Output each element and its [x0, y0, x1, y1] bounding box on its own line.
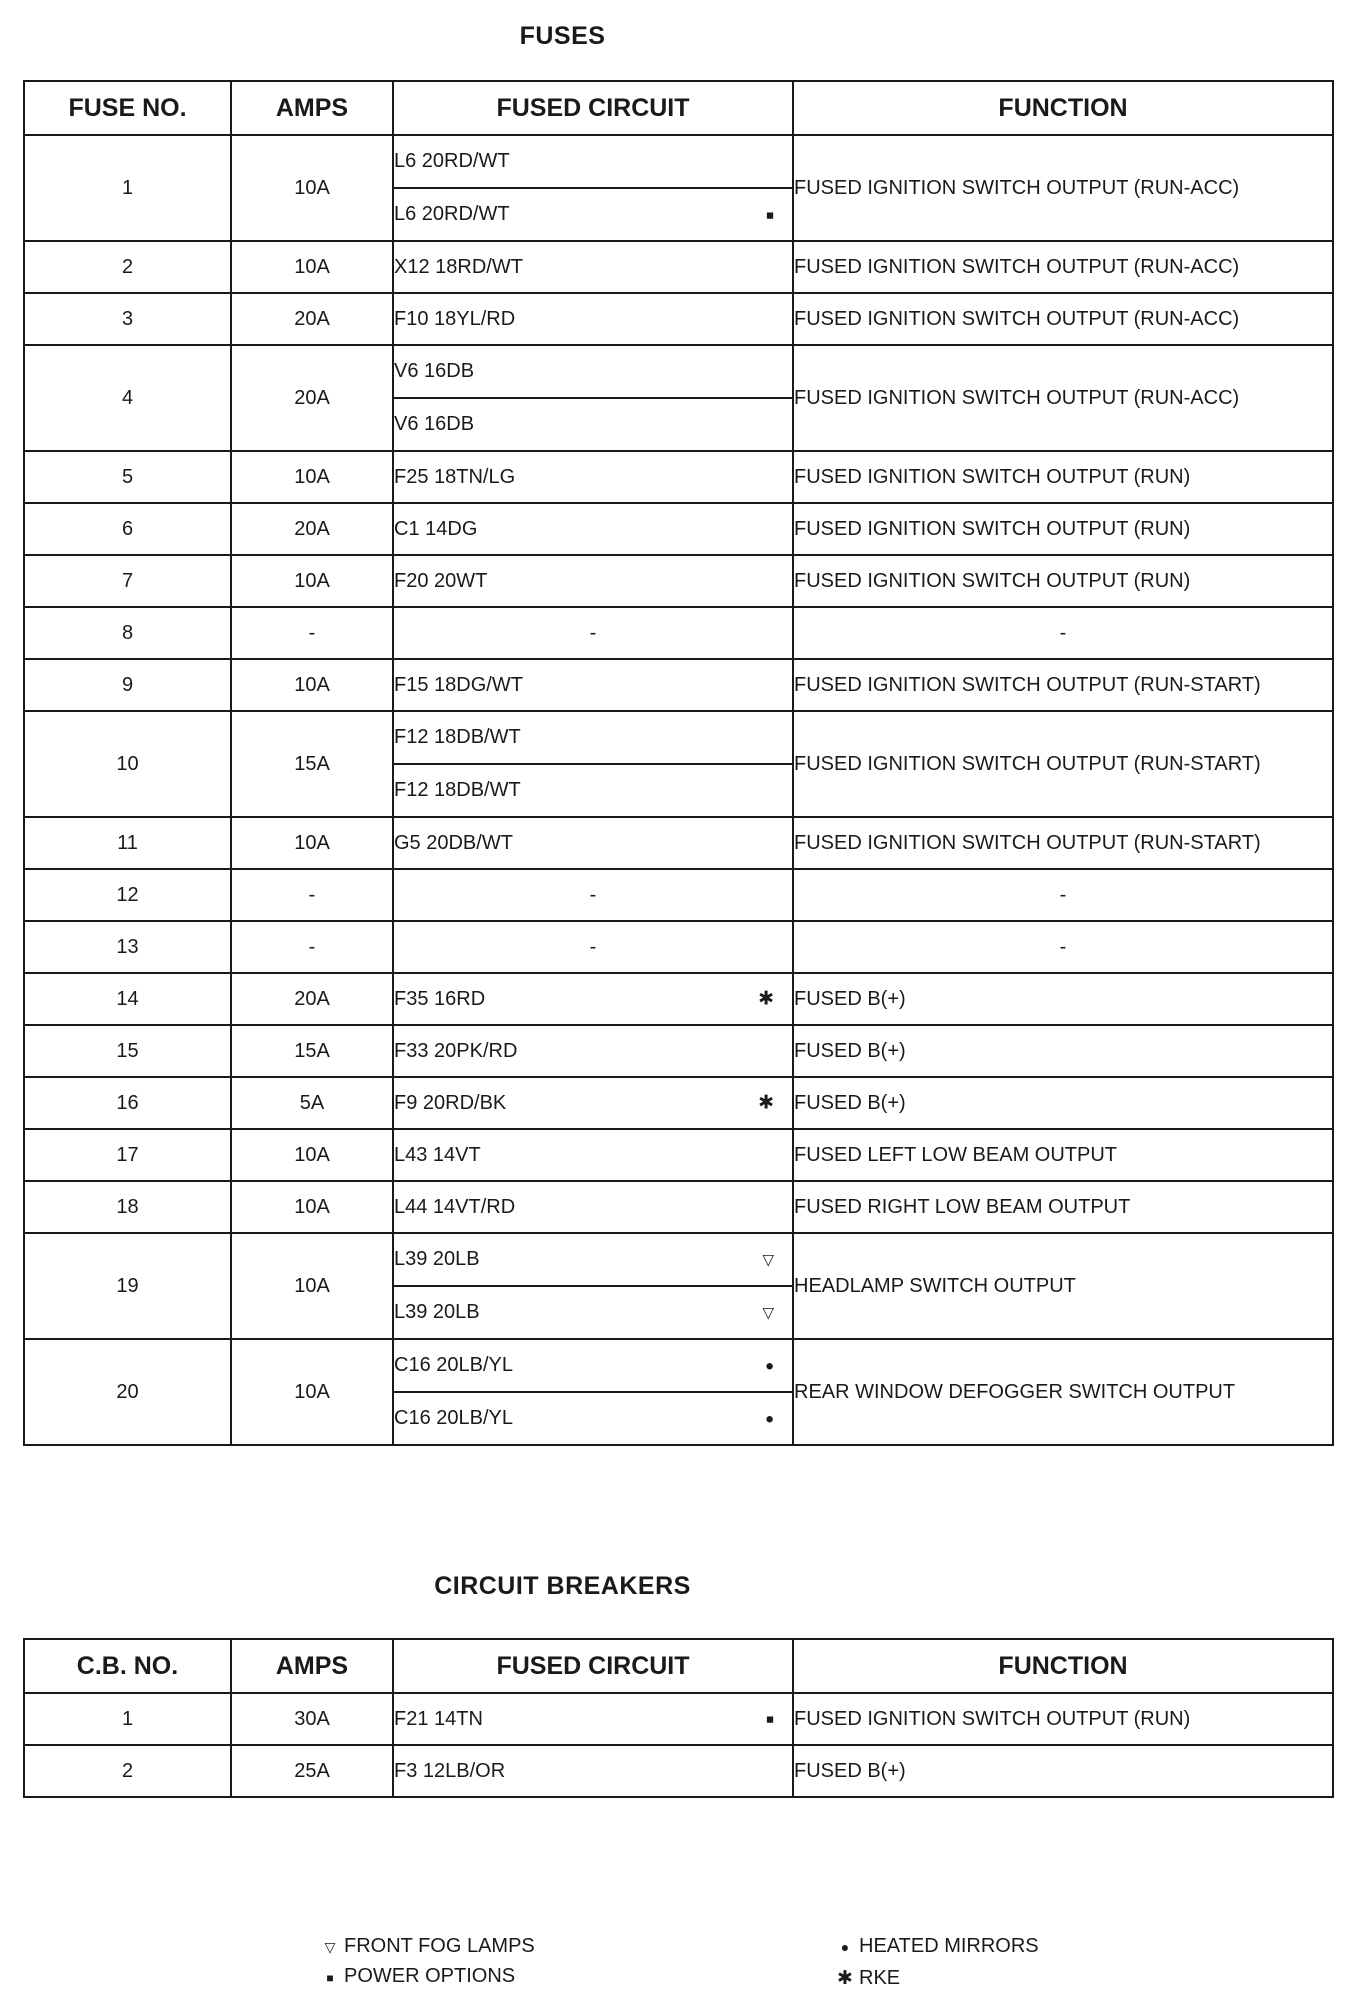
row-function: HEADLAMP SWITCH OUTPUT: [793, 1233, 1333, 1339]
circuit-code: -: [589, 621, 597, 644]
circuit-breakers-body: [24, 1693, 1333, 1797]
circuit-code: F9 20RD/BK: [394, 1091, 507, 1114]
table-row: [24, 711, 1333, 764]
circuit-code: F3 12LB/OR: [394, 1759, 506, 1782]
row-number: 1: [24, 1693, 231, 1745]
row-number: 16: [24, 1077, 231, 1129]
row-amps: 15A: [231, 1025, 393, 1077]
fuses-header-row: [24, 81, 1333, 135]
fused-circuit-cell: [393, 398, 793, 451]
fused-circuit-cell: [393, 241, 793, 293]
circuit-code: L44 14VT/RD: [394, 1195, 516, 1218]
fused-circuit-cell: [393, 1745, 793, 1797]
row-function: -: [793, 921, 1333, 973]
row-amps: 10A: [231, 659, 393, 711]
star-icon: ✱: [758, 988, 774, 1010]
row-function: FUSED RIGHT LOW BEAM OUTPUT: [793, 1181, 1333, 1233]
circuit-code: C1 14DG: [394, 517, 478, 540]
row-number: 2: [24, 1745, 231, 1797]
table-row: [24, 135, 1333, 188]
row-amps: 30A: [231, 1693, 393, 1745]
row-function: -: [793, 607, 1333, 659]
table-row: [24, 869, 1333, 921]
row-number: 6: [24, 503, 231, 555]
row-function: FUSED LEFT LOW BEAM OUTPUT: [793, 1129, 1333, 1181]
fused-circuit-cell: [393, 1693, 793, 1745]
fused-circuit-cell: [393, 869, 793, 921]
fused-circuit-cell: [393, 607, 793, 659]
circuit-code: X12 18RD/WT: [394, 255, 523, 278]
legend-label: RKE: [859, 1967, 901, 1989]
row-function: FUSED B(+): [793, 973, 1333, 1025]
dot-icon: ●: [840, 1939, 850, 1955]
row-number: 3: [24, 293, 231, 345]
circuit-code: L39 20LB: [394, 1248, 480, 1270]
table-row: [24, 659, 1333, 711]
legend-rke: [835, 1967, 900, 1990]
row-function: FUSED IGNITION SWITCH OUTPUT (RUN-ACC): [793, 135, 1333, 241]
row-function: FUSED IGNITION SWITCH OUTPUT (RUN): [793, 555, 1333, 607]
header-fuse-no: FUSE NO.: [24, 81, 231, 135]
row-amps: 10A: [231, 1181, 393, 1233]
row-function: FUSED IGNITION SWITCH OUTPUT (RUN): [793, 1693, 1333, 1745]
fused-circuit-cell: [393, 188, 793, 241]
table-row: [24, 1693, 1333, 1745]
circuit-code: F10 18YL/RD: [394, 307, 516, 330]
triangle-icon: ▽: [324, 1939, 336, 1955]
row-amps: 10A: [231, 817, 393, 869]
legend-front-fog-lamps: [320, 1935, 535, 1958]
fused-circuit-cell: [393, 921, 793, 973]
fuses-title: FUSES: [519, 22, 606, 50]
dot-icon: ●: [764, 1410, 774, 1427]
circuit-breakers-title: CIRCUIT BREAKERS: [434, 1572, 691, 1600]
row-amps: 10A: [231, 1233, 393, 1339]
table-row: [24, 241, 1333, 293]
row-number: 15: [24, 1025, 231, 1077]
circuit-code: V6 16DB: [394, 360, 475, 382]
circuit-code: V6 16DB: [394, 413, 475, 435]
header-function: FUNCTION: [793, 1639, 1333, 1693]
triangle-icon: ▽: [762, 1304, 774, 1321]
star-icon: ✱: [837, 1968, 853, 1989]
table-row: [24, 921, 1333, 973]
fuses-body: [24, 135, 1333, 1445]
fused-circuit-cell: [393, 817, 793, 869]
fused-circuit-cell: [393, 1339, 793, 1392]
square-icon: ■: [766, 207, 774, 222]
circuit-code: F15 18DG/WT: [394, 673, 523, 696]
table-row: [24, 973, 1333, 1025]
row-number: 12: [24, 869, 231, 921]
fused-circuit-cell: [393, 1233, 793, 1286]
circuit-code: F25 18TN/LG: [394, 465, 516, 488]
row-number: 11: [24, 817, 231, 869]
header-amps: AMPS: [231, 81, 393, 135]
table-row: [24, 293, 1333, 345]
fused-circuit-cell: [393, 764, 793, 817]
fused-circuit-cell: [393, 345, 793, 398]
row-number: 10: [24, 711, 231, 817]
row-function: -: [793, 869, 1333, 921]
row-number: 20: [24, 1339, 231, 1445]
row-function: FUSED B(+): [793, 1745, 1333, 1797]
row-function: FUSED IGNITION SWITCH OUTPUT (RUN-ACC): [793, 345, 1333, 451]
circuit-breakers-table: [23, 1638, 1334, 1798]
fused-circuit-cell: [393, 1181, 793, 1233]
fused-circuit-cell: [393, 1286, 793, 1339]
row-function: FUSED IGNITION SWITCH OUTPUT (RUN): [793, 503, 1333, 555]
row-number: 19: [24, 1233, 231, 1339]
row-function: FUSED IGNITION SWITCH OUTPUT (RUN): [793, 451, 1333, 503]
row-amps: 10A: [231, 451, 393, 503]
legend-heated-mirrors: [835, 1935, 1039, 1958]
circuit-code: F20 20WT: [394, 569, 488, 592]
table-row: [24, 1025, 1333, 1077]
circuit-code: G5 20DB/WT: [394, 831, 513, 854]
fused-circuit-cell: [393, 451, 793, 503]
fused-circuit-cell: [393, 1129, 793, 1181]
fused-circuit-cell: [393, 135, 793, 188]
fused-circuit-cell: [393, 711, 793, 764]
row-amps: 15A: [231, 711, 393, 817]
row-function: FUSED B(+): [793, 1025, 1333, 1077]
row-amps: -: [231, 921, 393, 973]
row-number: 9: [24, 659, 231, 711]
row-function: FUSED B(+): [793, 1077, 1333, 1129]
header-function: FUNCTION: [793, 81, 1333, 135]
table-row: [24, 1745, 1333, 1797]
row-number: 1: [24, 135, 231, 241]
circuit-code: L6 20RD/WT: [394, 150, 510, 172]
row-amps: 5A: [231, 1077, 393, 1129]
row-number: 7: [24, 555, 231, 607]
triangle-icon: ▽: [762, 1251, 774, 1268]
row-number: 2: [24, 241, 231, 293]
fused-circuit-cell: [393, 659, 793, 711]
row-amps: 20A: [231, 503, 393, 555]
circuit-code: F12 18DB/WT: [394, 726, 521, 748]
row-function: REAR WINDOW DEFOGGER SWITCH OUTPUT: [793, 1339, 1333, 1445]
header-fused-circuit: FUSED CIRCUIT: [393, 81, 793, 135]
row-number: 4: [24, 345, 231, 451]
table-row: [24, 555, 1333, 607]
fused-circuit-cell: [393, 293, 793, 345]
table-row: [24, 1077, 1333, 1129]
circuit-code: L39 20LB: [394, 1301, 480, 1323]
dot-icon: ●: [764, 1357, 774, 1374]
table-row: [24, 503, 1333, 555]
row-amps: -: [231, 869, 393, 921]
row-amps: 10A: [231, 1339, 393, 1445]
table-row: [24, 451, 1333, 503]
row-amps: -: [231, 607, 393, 659]
circuit-code: C16 20LB/YL: [394, 1354, 513, 1376]
circuit-code: C16 20LB/YL: [394, 1407, 513, 1429]
row-amps: 10A: [231, 1129, 393, 1181]
row-amps: 20A: [231, 973, 393, 1025]
circuit-code: L43 14VT: [394, 1143, 481, 1166]
circuit-code: F21 14TN: [394, 1707, 483, 1730]
row-amps: 10A: [231, 135, 393, 241]
circuit-code: F12 18DB/WT: [394, 779, 521, 801]
fuses-table: [23, 80, 1334, 1446]
fused-circuit-cell: [393, 973, 793, 1025]
table-row: [24, 1181, 1333, 1233]
table-row: [24, 607, 1333, 659]
table-row: [24, 817, 1333, 869]
fused-circuit-cell: [393, 1077, 793, 1129]
fused-circuit-cell: [393, 503, 793, 555]
row-amps: 10A: [231, 555, 393, 607]
header-cb-no: C.B. NO.: [24, 1639, 231, 1693]
row-function: FUSED IGNITION SWITCH OUTPUT (RUN-START): [793, 659, 1333, 711]
square-icon: ■: [326, 1971, 334, 1985]
star-icon: ✱: [758, 1092, 774, 1114]
legend-label: HEATED MIRRORS: [859, 1935, 1039, 1957]
row-number: 5: [24, 451, 231, 503]
circuit-code: F35 16RD: [394, 987, 486, 1010]
circuit-code: L6 20RD/WT: [394, 203, 510, 225]
row-number: 13: [24, 921, 231, 973]
legend-label: POWER OPTIONS: [344, 1965, 516, 1987]
row-amps: 20A: [231, 345, 393, 451]
cb-header-row: [24, 1639, 1333, 1693]
legend-label: FRONT FOG LAMPS: [344, 1935, 535, 1957]
square-icon: ■: [766, 1711, 774, 1727]
row-amps: 10A: [231, 241, 393, 293]
row-function: FUSED IGNITION SWITCH OUTPUT (RUN-ACC): [793, 241, 1333, 293]
legend-power-options: [320, 1965, 515, 1988]
table-row: [24, 1129, 1333, 1181]
row-function: FUSED IGNITION SWITCH OUTPUT (RUN-ACC): [793, 293, 1333, 345]
circuit-code: F33 20PK/RD: [394, 1039, 518, 1062]
row-function: FUSED IGNITION SWITCH OUTPUT (RUN-START): [793, 817, 1333, 869]
header-amps: AMPS: [231, 1639, 393, 1693]
circuit-code: -: [589, 935, 597, 958]
row-number: 17: [24, 1129, 231, 1181]
row-amps: 25A: [231, 1745, 393, 1797]
row-number: 14: [24, 973, 231, 1025]
row-number: 18: [24, 1181, 231, 1233]
circuit-code: -: [589, 883, 597, 906]
row-function: FUSED IGNITION SWITCH OUTPUT (RUN-START): [793, 711, 1333, 817]
table-row: [24, 1339, 1333, 1392]
fused-circuit-cell: [393, 1392, 793, 1445]
fused-circuit-cell: [393, 1025, 793, 1077]
row-amps: 20A: [231, 293, 393, 345]
table-row: [24, 345, 1333, 398]
header-fused-circuit: FUSED CIRCUIT: [393, 1639, 793, 1693]
row-number: 8: [24, 607, 231, 659]
fused-circuit-cell: [393, 555, 793, 607]
table-row: [24, 1233, 1333, 1286]
